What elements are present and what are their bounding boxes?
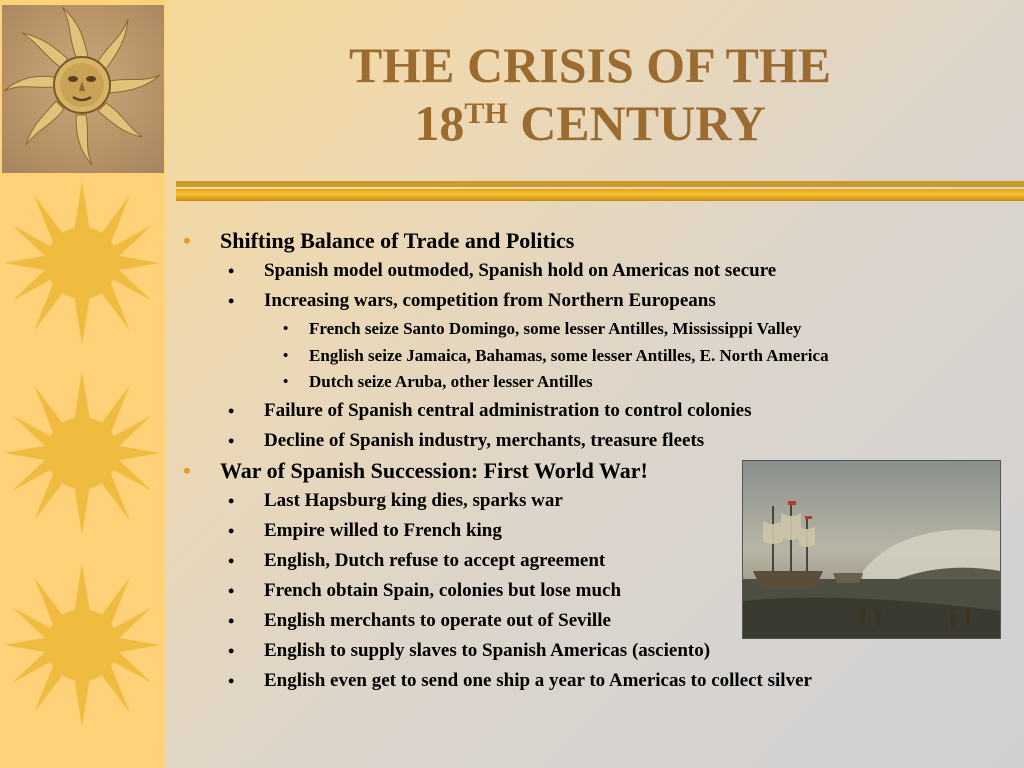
title-divider-thin [176, 181, 1024, 187]
bullet-dot-icon: • [228, 491, 235, 512]
bullet-item-level-3 [180, 369, 1010, 396]
bullet-item-level-2 [180, 636, 1010, 666]
bullet-item-level-1 [180, 226, 1010, 256]
sun-icon [2, 560, 162, 730]
bullet-dot-icon: • [228, 521, 235, 542]
bullet-text: War of Spanish Succession: First World War! [220, 458, 648, 484]
title-line-2 [180, 94, 1000, 152]
bullet-text: Failure of Spanish central administration to control colonies [264, 400, 752, 422]
bullet-dot-icon: • [283, 321, 289, 337]
bullet-text: Dutch seize Aruba, other lesser Antilles [309, 372, 593, 392]
sun-face-icon [2, 5, 164, 173]
bullet-dot-icon: • [228, 551, 235, 572]
bullet-dot-icon: • [283, 347, 289, 364]
bullet-text: Last Hapsburg king dies, sparks war [264, 490, 563, 512]
bullet-item-level-2 [180, 396, 1010, 426]
title-divider-thick [176, 189, 1024, 201]
bullet-dot-icon: • [228, 431, 235, 452]
bullet-text: English, Dutch refuse to accept agreement [264, 550, 606, 572]
bullet-dot-icon: • [228, 641, 235, 662]
bullet-dot-icon: • [228, 581, 235, 602]
sun-icon [2, 368, 162, 538]
naval-battle-painting [742, 460, 1001, 639]
bullet-dot-icon: • [283, 374, 289, 391]
bullet-text: English to supply slaves to Spanish Americas (asciento) [264, 640, 711, 662]
bullet-text: English merchants to operate out of Seville [264, 610, 611, 632]
bullet-text: French seize Santo Domingo, some lesser Antilles, Mississippi Valley [309, 319, 802, 338]
bullet-item-level-3 [180, 316, 1010, 343]
bullet-text: English even get to send one ship a year to Americas to collect silver [264, 670, 812, 692]
bullet-text: Spanish model outmoded, Spanish hold on Americas not secure [264, 260, 777, 281]
bullet-dot-icon: • [228, 261, 235, 281]
left-decor-strip [0, 0, 165, 768]
bullet-text: Empire willed to French king [264, 520, 502, 542]
bullet-text: Decline of Spanish industry, merchants, treasure fleets [264, 430, 705, 452]
title-line-1: THE CRISIS OF THE [348, 37, 832, 93]
bullet-text: Shifting Balance of Trade and Politics [220, 228, 575, 253]
bullet-dot-icon: • [183, 458, 191, 484]
bullet-item-level-2 [180, 286, 1010, 316]
bullet-dot-icon: • [228, 671, 235, 692]
slide-title [180, 36, 1000, 152]
bullet-text: Increasing wars, competition from Northern Europeans [264, 290, 716, 311]
bullet-item-level-3 [180, 343, 1010, 370]
sun-icon [2, 178, 162, 348]
bullet-item-level-2 [180, 426, 1010, 456]
title-superscript: TH [464, 97, 508, 130]
bullet-dot-icon: • [183, 228, 191, 253]
bullet-dot-icon: • [228, 291, 235, 311]
bullet-dot-icon: • [228, 401, 235, 422]
bronze-sun-face-image [2, 5, 164, 173]
bullet-item-level-2 [180, 256, 1010, 286]
bullet-dot-icon: • [228, 611, 235, 632]
title-century-word: CENTURY [507, 95, 766, 151]
bullet-item-level-2 [180, 666, 1010, 696]
title-century-number: 18 [414, 95, 465, 151]
bullet-text: French obtain Spain, colonies but lose much [264, 580, 622, 602]
bullet-text: English seize Jamaica, Bahamas, some lesser Antilles, E. North America [309, 345, 829, 365]
